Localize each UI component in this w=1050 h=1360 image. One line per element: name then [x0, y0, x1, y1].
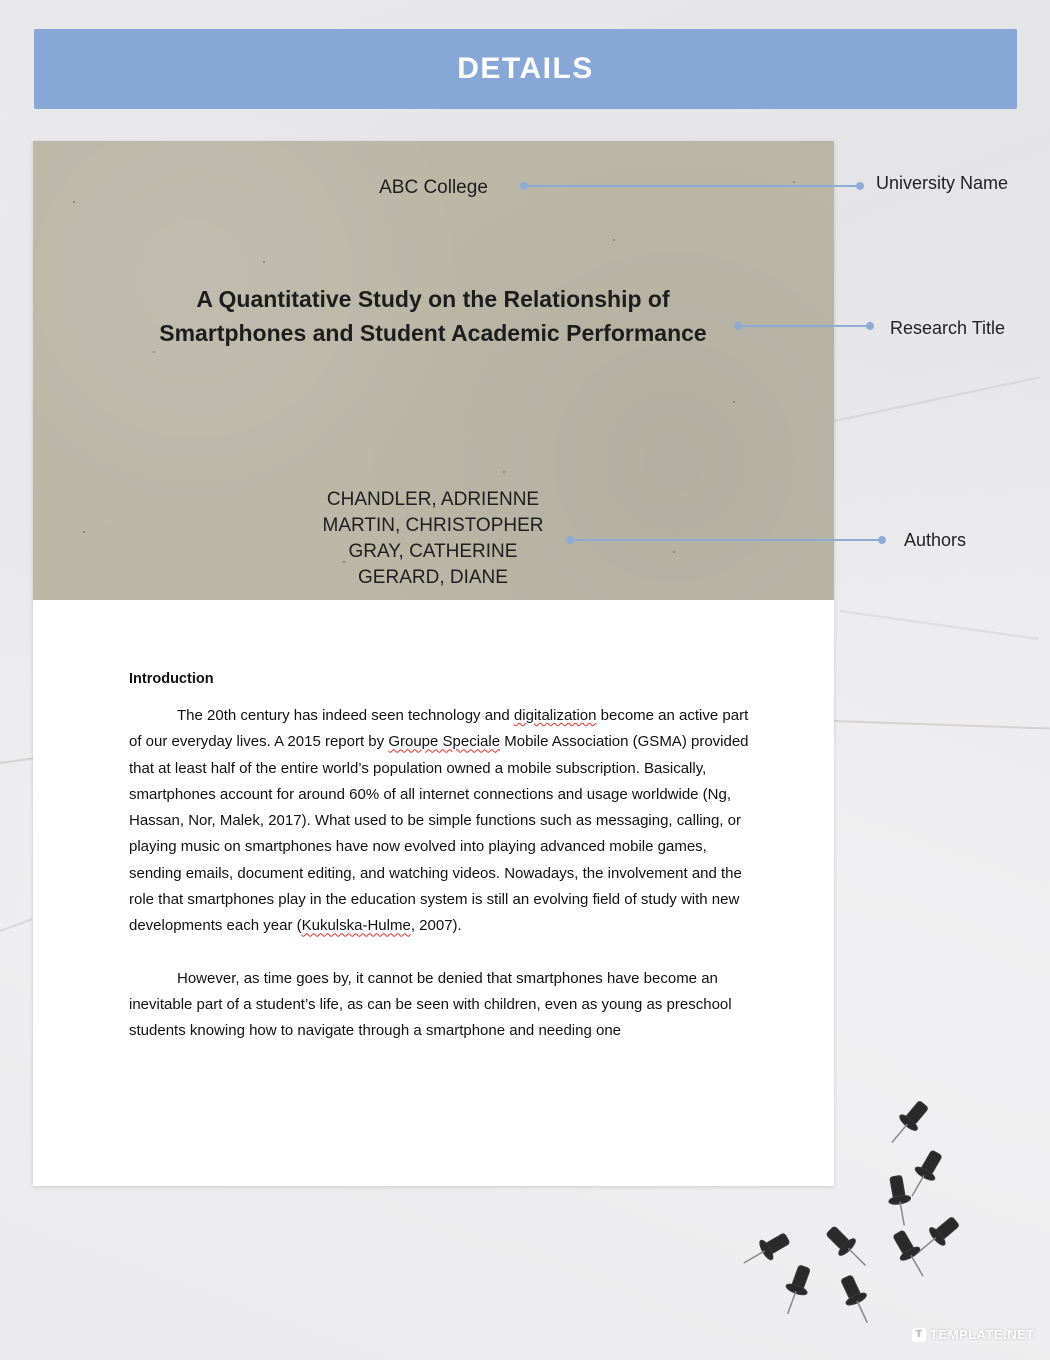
callout-authors: Authors	[904, 530, 967, 550]
pushpin-icon	[883, 1097, 932, 1149]
banner-title: DETAILS	[457, 52, 594, 85]
pushpin-icon	[777, 1263, 815, 1318]
author-name: CHANDLER, ADRIENNE	[326, 489, 540, 510]
document-body	[129, 671, 749, 1071]
callout-line-authors	[570, 539, 882, 541]
university-name	[33, 177, 834, 199]
watermark-text: TEMPLATE.NET	[930, 1327, 1035, 1342]
pushpin-icon	[910, 1213, 962, 1262]
callout-research-title: Research Title	[890, 318, 1006, 338]
template-logo-icon: T	[912, 1328, 926, 1342]
callout-line-university	[524, 185, 860, 187]
author-name: GERARD, DIANE	[358, 567, 508, 588]
pushpin-icon	[888, 1227, 932, 1281]
author-name: MARTIN, CHRISTOPHER	[322, 515, 544, 536]
cover-section	[33, 141, 834, 600]
push-pins-decoration	[740, 1090, 1040, 1330]
author-name: GRAY, CATHERINE	[348, 541, 518, 562]
marble-vein	[834, 720, 1050, 730]
pushpin-icon	[740, 1228, 793, 1272]
pushpin-icon	[822, 1222, 873, 1273]
document-page	[33, 141, 834, 1186]
paragraph: The 20th century has indeed seen technology and digitalization become an active part of our everyday lives. A 2015 report by Groupe Speciale Mobile Association (GSMA) provided that at least half of the entire world’s population owned a mobile subscription. Basically, smartphones account for around 60% of all internet connections and usage worldwide (Ng, Hassan, Nor, Malek, 2017). What used to be simple functions such as messaging, calling, or playing music on smartphones have now evolved into playing advanced mobile games, sending emails, document editing, and watching videos. Nowadays, the involvement and the role that smartphones play in the education system is still an evolving field of study with new developments each year (Kukulska-Hulme, 2007).	[129, 707, 749, 935]
marble-vein	[840, 610, 1038, 640]
callout-university-name: University Name	[876, 173, 1009, 193]
research-title: A Quantitative Study on the Relationship of Smartphones and Student Academic Performance	[159, 286, 707, 346]
pushpin-icon	[885, 1174, 915, 1227]
pushpin-icon	[902, 1147, 946, 1201]
university-name-text: ABC College	[379, 177, 488, 198]
template-net-watermark	[912, 1327, 1035, 1342]
callout-dot	[878, 536, 886, 544]
section-heading: Introduction	[129, 671, 214, 687]
marble-vein	[0, 757, 34, 764]
callout-line-title	[738, 325, 870, 327]
marble-vein	[0, 918, 32, 932]
pushpin-icon	[836, 1273, 877, 1328]
paragraph: However, as time goes by, it cannot be denied that smartphones have become an inevitable part of a student’s life, as can be seen with children, even as young as preschool students knowing how to navigate through a smartphone and needing one	[129, 969, 732, 1040]
details-banner	[34, 29, 1017, 109]
callout-dot	[866, 322, 874, 330]
marble-vein	[834, 376, 1040, 422]
callout-dot	[856, 182, 864, 190]
